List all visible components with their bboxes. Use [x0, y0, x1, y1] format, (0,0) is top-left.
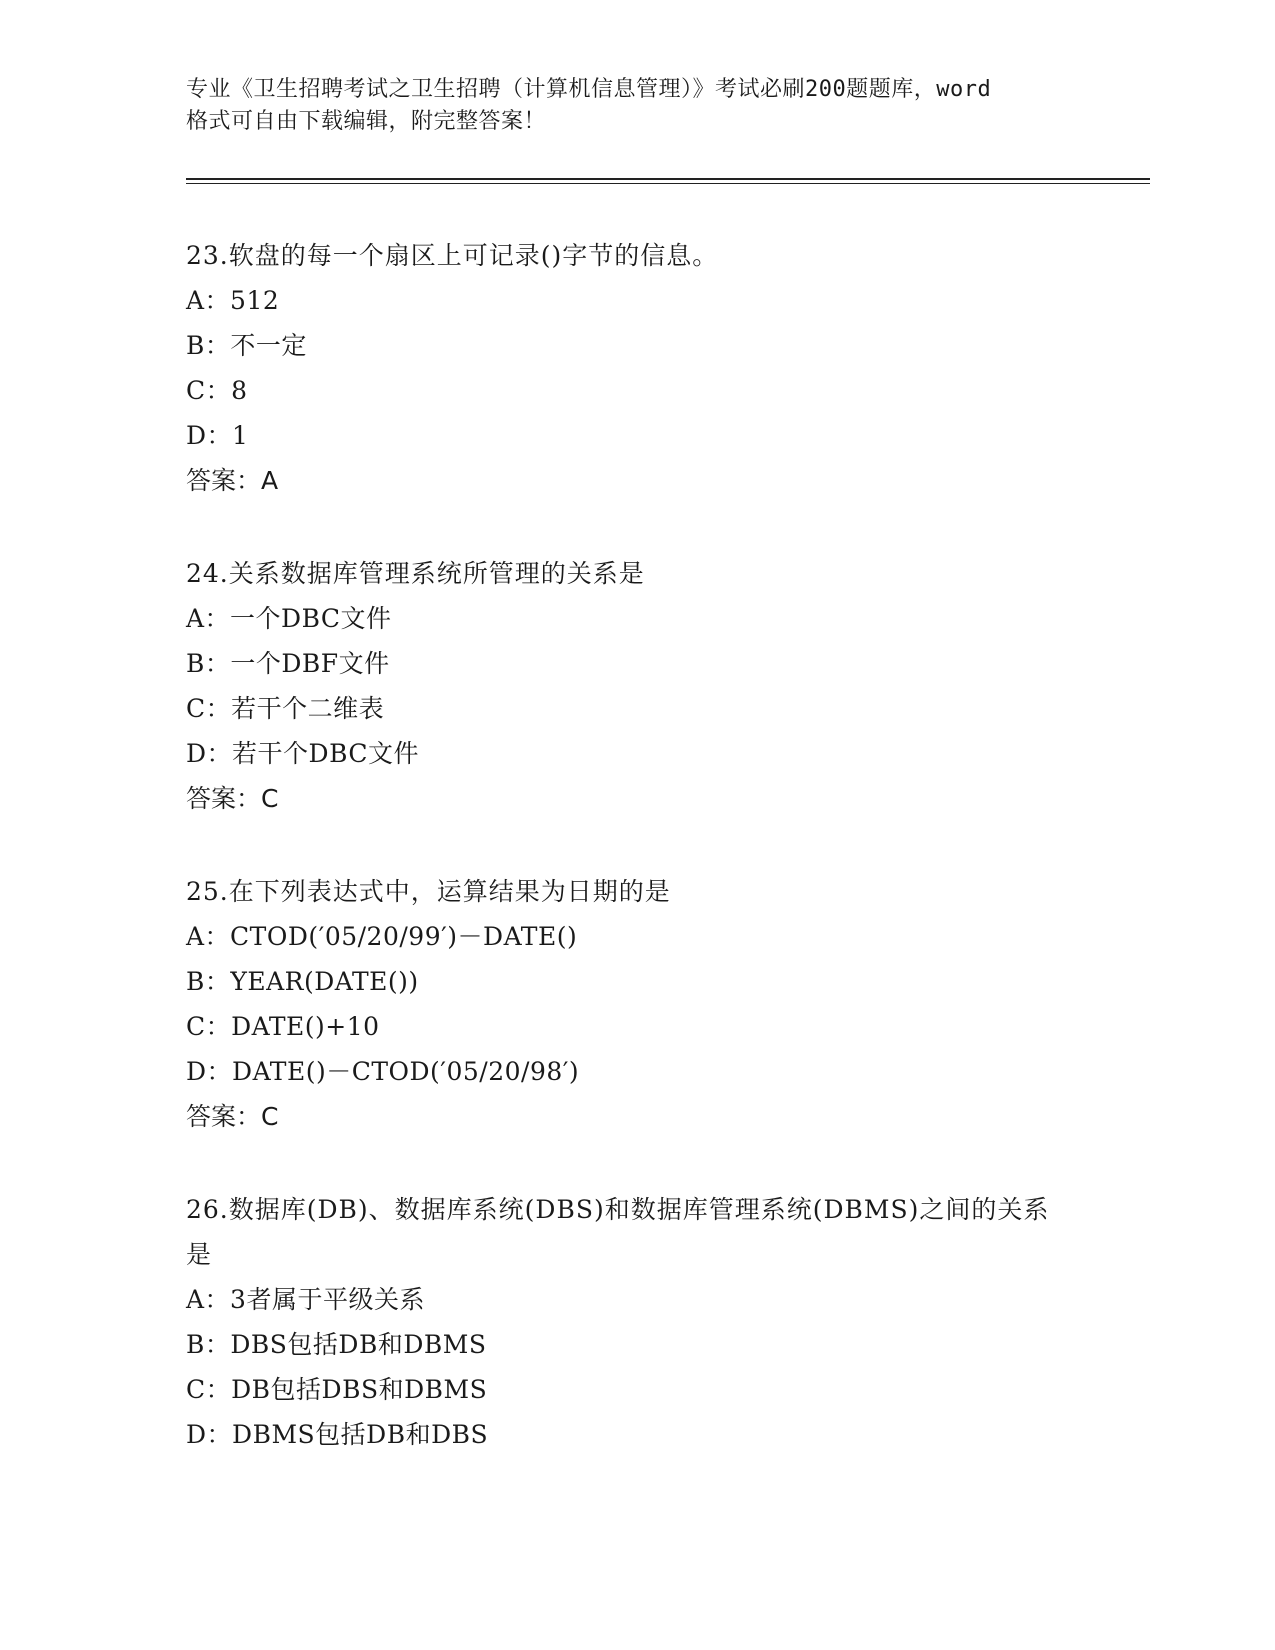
question-26 [186, 1187, 1086, 1457]
answer: 答案：C [186, 784, 279, 813]
option-b: B：一个DBF文件 [186, 649, 390, 678]
document-header [186, 74, 1106, 138]
option-d: D：1 [186, 421, 249, 450]
header-divider-top [186, 178, 1150, 180]
option-c: C：DB包括DBS和DBMS [186, 1375, 488, 1404]
option-a: A：一个DBC文件 [186, 604, 392, 633]
question-list [186, 233, 1086, 1457]
option-a: A：3者属于平级关系 [186, 1285, 425, 1314]
question-stem: 24.关系数据库管理系统所管理的关系是 [186, 559, 645, 588]
option-c: C：DATE()+10 [186, 1012, 380, 1041]
header-line-2: 格式可自由下载编辑，附完整答案！ [186, 109, 547, 134]
option-d: D：DBMS包括DB和DBS [186, 1420, 489, 1449]
option-d: D：若干个DBC文件 [186, 739, 420, 768]
header-divider-bottom [186, 183, 1150, 184]
option-c: C：8 [186, 376, 248, 405]
question-23 [186, 233, 1086, 503]
answer: 答案：C [186, 1102, 279, 1131]
option-b: B：YEAR(DATE()) [186, 967, 419, 996]
option-a: A：CTOD(′05/20/99′)－DATE() [186, 922, 578, 951]
option-b: B：不一定 [186, 331, 307, 360]
answer: 答案：A [186, 466, 279, 495]
question-stem: 26.数据库(DB)、数据库系统(DBS)和数据库管理系统(DBMS)之间的关系是 [186, 1195, 1050, 1269]
option-a: A：512 [186, 286, 280, 315]
question-stem: 25.在下列表达式中，运算结果为日期的是 [186, 877, 671, 906]
question-stem: 23.软盘的每一个扇区上可记录()字节的信息。 [186, 241, 719, 270]
option-c: C：若干个二维表 [186, 694, 385, 723]
question-24 [186, 551, 1086, 821]
option-b: B：DBS包括DB和DBMS [186, 1330, 487, 1359]
question-25 [186, 869, 1086, 1139]
option-d: D：DATE()－CTOD(′05/20/98′) [186, 1057, 580, 1086]
header-line-1: 专业《卫生招聘考试之卫生招聘（计算机信息管理）》考试必刷200题题库，word [186, 77, 992, 102]
